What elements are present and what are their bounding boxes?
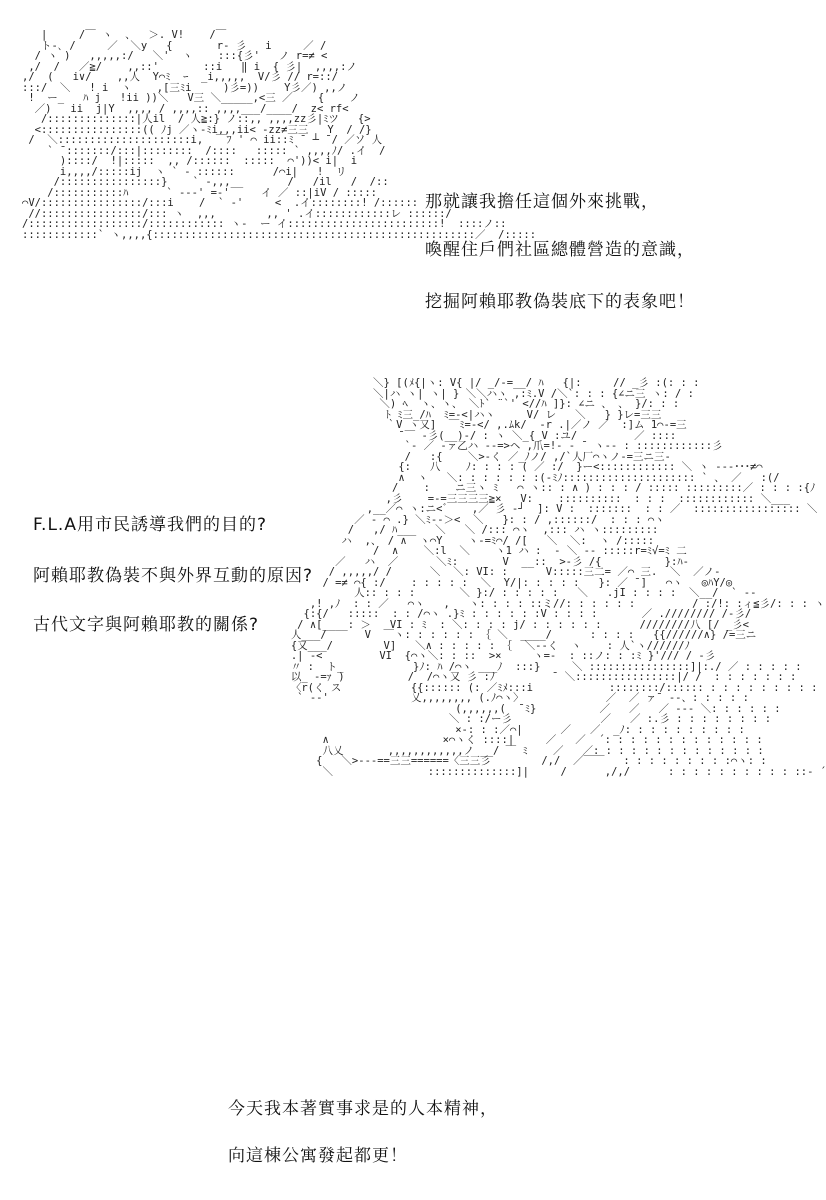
question-line-2: 阿賴耶教偽裝不與外界互動的原因? xyxy=(33,566,314,586)
caption-bottom-line-2: 向這棟公寓發起都更！ xyxy=(228,1146,408,1166)
ascii-art-character-main: ＼} [(ﾒ{|ヽ: V{ |/ _/-=__/ ﾊ {|: // _彡 :(: : : ＼|ハ ヽ| ヽ| } ＼＼ハヽ ,:ﾐ.V /＼`: : : {∠ニ三 ヽ: / : ＼) ﾍ ヽ、ヽ、 ＼ﾄ` ¨`' <//ﾊ ]}: ∠ニ 、 、 }/: : : ﾄ ﾐ三_/ﾊ ﾐ=‐<|ハヽ V/ レ ＼ } }レ=三三 ｀V ヽ又] ￣ﾐ=‐</ ,.ﾑk/ -r .|／ノ ／ :]ム 1⌒‐=三 ¯￣ ‐彡(__)‐/ : ヽ ＼_{ V :ユ/ ／ :::: `‐ ／ ‐ァ乙ハ ‐‐=>ヘ ,爪=!‐ ‐ ¯ ヽ‐‐ : ::::::::::::彡 / :{ ＼>‐く ／_ﾉノ/ ,/`人厂⌒ヽノ‐=三ニ三‐ {: 八 ﾉ: : : : ( ／ :/ }ー<:::::::::::: ＼ ヽ ‐‐‐･･･≠⌒ ∧ ヽ ＼: : : : : : :(‐ﾐﾉ::::::::::::::::::::: ` 、 ／ :(/ / : ニ三ヽ ﾐ ⌒ ヽ:: : ∧ ) : : : / ::::: :::::::::／ : : : :{ﾉ ,彡 =‐=三三三三≧× V: :::::::::: : : : :::::::::::: ＼___ ,__／⌒ ヽ:ニ<゛ ,／ 彡 ‐┘ ]: V : ::::::: : : ／ ::::::::::::::::: ＼ ／ ‐ ⌒ .} ＼ﾐ‐‐＞< ＼ }: : / ,::::::/ : : : ⌒ヽ / ,/ ﾊ___ ＼ ＼ /::: ⌒ヽ ,::: ハ ヽ::::::::: ハ ,、 / ∧ ヽ⌒Y ヽ‐=ﾐ⌒/ /[ ＼ ＼: ヽ /::::: / ∧ ＼:l ＼ ヽ1 ハ : ‐ ＼ ‐‐ :::::r=ﾐ√=ﾐ 二 ／ ハ ／ ＼ﾐ: V __:: >‐彡 /{ }:ﾊ‐ / ,,,,,/ / ＼ ＼: VI: : V:::::三二= ／⌒ 三. ＼ ／ノ‐ / =≠ ⌒{ :/ : : : : : ＼ Y/|: : : : : }: ／ ¯] ⌒ヽ ◎ﾊY/◎ 人:: : : : ＼ }:/ : : : : : ＼ .jI : : : : ＼__/ ` ‐‐ ,! ,ﾉ : : ／ ⌒ヽ , ヽ: : : : ::ミ//: : : : : : / :/!: :ィ≦彡/: : : ヽ {:{/ ::::: : : /⌒ヽ .}ﾐ : : : : : :V : : : : ／ .//////// /‐彡/ / ∧[____: ＞ VI : ﾐ : ＼: : : : j/ : : : : : : ////////八 [/ _彡< 人___/ V ￣ヽ: : : : : : ｛ ＼ ____/ : : : : {{//////∧} /=三ニ {又___/ V] ＼∧ : : : : : ｛ ＼‐‐く ヽ : 人`ヽ//////ﾉ .| ‐< VI {⌒ヽ＼: : :: >× ヽ=‐ : ::ノ: : :ﾐ }'/// / ‐彡 〃 : ト_ }ﾉ: ﾊ /⌒ヽ ___ﾉ :::} ＼ ::::::::::::::::]|:./ ／ : : : : : 以_ -=ｧ ) / /⌒ヽ又 彡 :ﾉ ¯ ＼::::::::::::::::|/ / : : : : : : : 〈r(く ス {{:::::: (: ／ﾐﾒ:::i ::::::::/:::::: : : : : : : : : : ` ‐‐' 乂,,,,,,,, (.ﾉ⌒ヽ〉 ／ ／ ァ¯ ‐‐、: : : : : (,,,,,,( ̄ ﾐ} ／ ／ ／ ‐‐‐ ＼: : : : : : ＼ : :/ー彡 ／ ／ :.彡 : : : : : : : : ×-: : :／⌒| ／ ／ _ﾉ: : : : : : : : : : ∧ ×⌒ヽく ::::| ／ ／ ´: : : : : : : : : : : : : 八乂 ,,,,,,,,,,,,ノ __/ ￣ ﾐ ／ ／: : : : : : : : : : : : : : { ＼>‐‐‐==三三======〈三三彡 /,/ ／￣￣ : : : : : : : : :⌒ヽ: : ＼ ::::::::::::::]| / ,/,/ : : : : : : : : : : ::‐ ´ xyxy=(290,377,826,778)
caption-bottom-line-1: 今天我本著實事求是的人本精神， xyxy=(228,1099,498,1119)
question-line-1: F.L.A用市民誘導我們的目的? xyxy=(33,515,267,535)
caption-top-line-3: 挖掘阿賴耶教偽裝底下的表象吧！ xyxy=(425,292,695,312)
caption-top-line-1: 那就讓我擔任這個外來挑戰， xyxy=(425,192,659,212)
ascii-art-character-top: | /￣ ヽ 、 ＞. V! /￣ ト-､ / ／ ＼y { r‐ 彡 i ／ / / ヽ ) ,,,,,:/ ＼' ヽ :::{彡' ノ r=≠ < ,/ / ／≧/ ,,::' ::i ‖ i { 彡| ,,,,:ノ ,/ ( i∨/ ,,人 Y⌒ﾐ ｰ _i,,,,, V/彡 // r=::/ :::/ ＼ ! i ヽ ,[三ﾐi )彡=)) Y彡／) ,,ノ ! ー_ ﾊ j !ii ))＼ V三 ＼_____,<三 ／ { ノ ／) ii j|Y ,,,, / ,,,,:: ,,,,___/____/ z< rf< /::::::::::::::|人il / 人≧:} ノ::,, ,,,,zz彡|ﾐツ {> <::::::::::::::::(( ﾉj ／ヽ‐ﾐi,,,ii< -zz≠三三 Y / /} / ＼:::::::::::::::::::::i, ￣ﾌ ' ⌒ ii::ﾐ ¯ ┴ ¯/ ／ソ 人 ` ¯:::::::/:::|:::::::: /:::: ::::: ` ,,,,ﾉ/ .イ / )::::/ !|::::: ,, /:::::: ::::: ⌒'))< i| i i,,,,/:::::ij ヽ ` ‐ :::::: /⌒i| ! リ /::::::::::::::::} ` ‐,,,__ / /il / /:: /:::::::::::ﾊ ` ‐‐‐' =‐' イ ／ ::|iV / ::::: ⌒V/::::::::::::::::/:::i / ` ‐' < .イ::::::::! /:::::: //::::::::::::::::/::: ヽ ,,, ,, ' .イ::::::::::::レ ::::::/ /::::::::::::::::::/:::::::::::: ヽ‐ ー イ::::::::::::::::::::::::! ::::ノ:: ::::::::::::` ヽ,,,,{:::::::::::::::::::::::::::::::::::::::::::::::::::／ /::::: xyxy=(22,29,537,241)
question-line-3: 古代文字與阿賴耶教的關係? xyxy=(33,615,260,635)
caption-top-line-2: 喚醒住戶們社區總體營造的意識， xyxy=(425,240,695,260)
